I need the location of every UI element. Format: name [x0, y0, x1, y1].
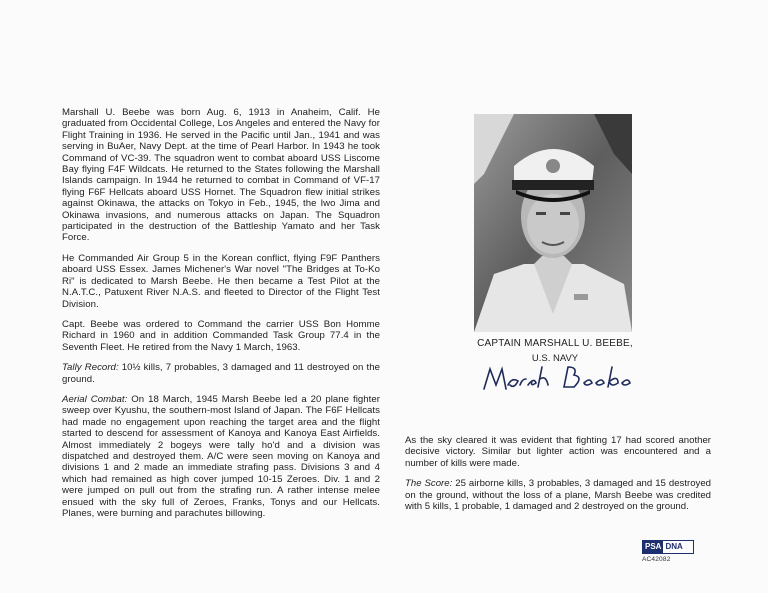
tally-record-text: 10½ kills, 7 probables, 3 damaged and 11 destroyed on the ground.	[62, 362, 380, 385]
aerial-combat-text: On 18 March, 1945 Marsh Beebe led a 20 plane fighter sweep over Kyushu, the southern-most Island of Japan. The F6F Hellcats had made no engagement upon reaching the target area and the flight started to descend for assessment of Kanoya and Kanoya East Airfields. Almost immediately 2 bogeys were tally ho'd and a division was dispatched and destroyed them. A/C were seen moving on Kanoya and divisions 1 and 2 made an immediate strafing pass. Divisions 3 and 4 which had remained as high cover jumped 10-15 Zeroes. Div. 1 and 2 were jumped on pull out from the strafing run. A rather intense melee ensued with the sky full of Zeroes, Franks, Tonys and our Hellcats. Planes, were burning and parachutes billowing.	[62, 393, 380, 519]
bio-paragraph-early-career: Marshall U. Beebe was born Aug. 6, 1913 in Anaheim, Calif. He graduated from Occidental College, Los Angeles and entered the Navy for Flight Training in 1936. He served in the Pacific until Jan., 1941 and was serving in BuAer, Navy Dept. at the time of Pearl Harbor. In 1943 he took Command of VC-39. The squadron went to combat aboard USS Liscome Bay flying F4F Wildcats. He returned to the States following the Marshall Islands campaign. In 1944 he returned to combat in Command of VF-17 flying F6F Hellcats aboard USS Hornet. The Squadron flew initial strikes against Okinawa, the attacks on Tokyo in Feb., 1945, the Iwo Jima and Okinawa invasions, and numerous attacks on Japan. The Squadron participated in the destruction of the Battleship Yamato and her Task Force.	[62, 107, 380, 244]
tally-record-label: Tally Record:	[62, 362, 119, 374]
bio-paragraph-korea: He Commanded Air Group 5 in the Korean conflict, flying F9F Panthers aboard USS Essex. James Michener's War novel "The Bridges at To-Ko Ri" is dedicated to Marsh Beebe. He then became a Test Pilot at the N.A.T.C., Patuxent River N.A.S. and fleeted to Director of the Flight Test Division.	[62, 252, 380, 310]
aerial-combat-label: Aerial Combat:	[62, 393, 128, 405]
bio-paragraph-retirement: Capt. Beebe was ordered to Command the carrier USS Bon Homme Richard in 1960 and in addition Commanded Task Group 77.4 in the Seventh Fleet. He retired from the Navy 1 March, 1963.	[62, 318, 380, 353]
photo-caption-rank: U.S. NAVY	[531, 353, 579, 364]
score-text: 25 airborne kills, 3 probables, 3 damaged and 15 destroyed on the ground, without the loss of a plane, Marsh Beebe was credited with 5 kills, 1 probable, 1 damaged and 2 destroyed on the ground.	[405, 478, 711, 513]
sky-cleared-paragraph: As the sky cleared it was evident that fighting 17 had scored another decisive victory. Similar but lighter action was encountered and a number of kills were made.	[405, 435, 711, 469]
autograph-signature	[478, 363, 638, 395]
photo-caption-name: CAPTAIN MARSHALL U. BEEBE,	[477, 338, 633, 349]
aerial-combat-paragraph	[62, 394, 380, 519]
dna-label: DNA	[665, 542, 683, 551]
portrait-image	[474, 114, 632, 332]
portrait-photo	[474, 114, 632, 332]
score-paragraph	[405, 478, 711, 512]
signature-image	[478, 363, 638, 395]
psa-dna-authentication-logo	[642, 540, 694, 554]
certificate-number: AC42082	[642, 556, 671, 563]
psa-label: PSA	[645, 542, 662, 551]
biography-column	[62, 107, 380, 528]
tally-record-paragraph	[62, 362, 380, 385]
score-column	[405, 435, 711, 521]
score-label: The Score:	[405, 478, 453, 490]
